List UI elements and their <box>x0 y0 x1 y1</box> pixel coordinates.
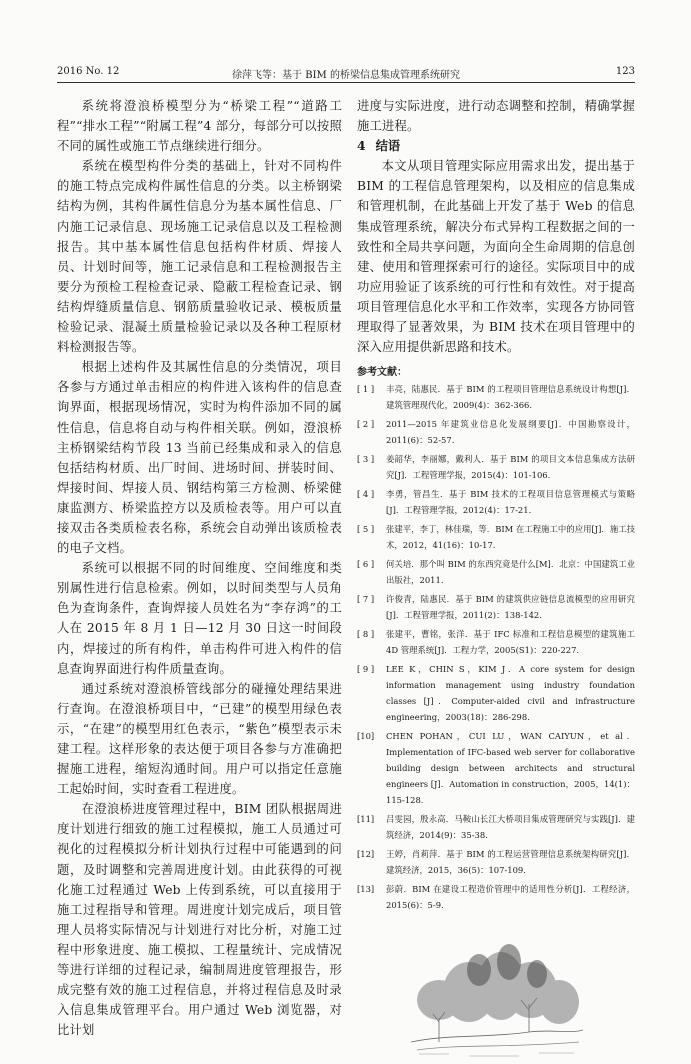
right-column <box>357 96 635 996</box>
reference-index: [ 4 ] <box>357 489 375 500</box>
reference-index: [13] <box>357 884 375 895</box>
reference-index: [11] <box>357 814 375 825</box>
reference-index: [10] <box>357 731 375 742</box>
issue-label: 2016 No. 12 <box>57 66 120 77</box>
reference-text: 彭蔚．BIM 在建设工程造价管理中的适用性分析[J]．工程经济，2015(6)：5-9. <box>386 884 635 911</box>
reference-index: [ 7 ] <box>357 594 375 605</box>
reference-index: [ 2 ] <box>357 419 375 430</box>
reference-item <box>357 556 635 588</box>
reference-text: 吕雯园，殷永高．马鞍山长江大桥项目集成管理研究与实践[J]．建筑经济，2014(9)：35-38. <box>386 814 635 841</box>
reference-item <box>357 661 635 725</box>
running-header <box>57 64 635 83</box>
paragraph: 系统将澄浪桥模型分为“桥梁工程”“道路工程”“排水工程”“附属工程”4 部分，每部分可以按照不同的属性或施工节点继续进行细分。 <box>57 99 342 154</box>
reference-index: [ 9 ] <box>357 664 375 675</box>
section-heading <box>357 136 635 156</box>
decorative-landscape-illustration <box>409 930 585 1060</box>
reference-index: [ 5 ] <box>357 524 375 535</box>
reference-item <box>357 416 635 448</box>
reference-index: [12] <box>357 849 375 860</box>
reference-text: LEE K，CHIN S，KIM J．A core system for design information management using industry foundation classes [J]．Computer-aided civil and infrastructure engineering，2003(18)：286-298. <box>386 664 635 723</box>
left-column <box>57 96 342 1038</box>
running-title: 徐萍飞等：基于 BIM 的桥梁信息集成管理系统研究 <box>232 70 460 81</box>
reference-item <box>357 486 635 518</box>
reference-text: 姜韶华，李丽娜，戴利人．基于 BIM 的项目文本信息集成方法研究[J]．工程管理学报，2015(4)：101-106. <box>386 454 635 481</box>
reference-text: CHEN POHAN，CUI LU，WAN CAIYUN，et al．Implementation of IFC-based web server for collaborative building design between architects and structural engineers [J]．Automation in construction，2005，14(1)：115-128. <box>386 731 635 806</box>
reference-index: [ 8 ] <box>357 629 375 640</box>
paragraph-continuation: 进度与实际进度，进行动态调整和控制，精确掌握施工进程。 <box>357 99 635 134</box>
reference-list <box>357 381 635 913</box>
reference-index: [ 3 ] <box>357 454 375 465</box>
reference-text: 丰亮，陆惠民．基于 BIM 的工程项目管理信息系统设计构想[J]．建筑管理现代化，2009(4)：362-366. <box>386 384 635 411</box>
reference-text: 何关培．那个叫 BIM 的东西究竟是什么[M]．北京：中国建筑工业出版社，2011. <box>386 559 635 586</box>
reference-item <box>357 728 635 808</box>
reference-item <box>357 626 635 658</box>
reference-item <box>357 451 635 483</box>
reference-text: 王婷，肖莉萍．基于 BIM 的工程运营管理信息系统架构研究[J]．建筑经济，2015，36(5)：107-109. <box>386 849 635 876</box>
reference-item <box>357 881 635 913</box>
reference-text: 张建平，李丁，林佳瑞，等．BIM 在工程施工中的应用[J]．施工技术，2012，41(16)：10-17. <box>386 524 635 551</box>
reference-item <box>357 521 635 553</box>
paragraph: 系统在模型构件分类的基础上，针对不同构件的施工特点完成构件属性信息的分类。以主桥钢梁结构为例，其构件属性信息分为基本属性信息、厂内施工记录信息、现场施工记录信息以及工程检测报告。其中基本属性信息包括构件材质、焊接人员、计划时间等，施工记录信息和工程检测报告主要分为预检工程检查记录、隐蔽工程检查记录、钢结构焊缝质量信息、钢筋质量验收记录、模板质量检验记录、混凝土质量检验记录以及各种工程原材料检测报告等。 <box>57 159 342 355</box>
paragraph: 通过系统对澄浪桥管线部分的碰撞处理结果进行查询。在澄浪桥项目中，“已建”的模型用绿色表示，“在建”的模型用红色表示，“紫色”模型表示未建工程。这样形象的表达便于项目各参与方准确把握施工进程，缩短沟通时间。用户可以指定任意施工起始时间，实时查看工程进度。 <box>57 681 342 797</box>
reference-text: 李勇，管昌生．基于 BIM 技术的工程项目信息管理模式与策略[J]．工程管理学报，2012(4)：17-21. <box>386 489 635 516</box>
reference-item <box>357 846 635 878</box>
paragraph: 根据上述构件及其属性信息的分类情况，项目各参与方通过单击相应的构件进入该构件的信息查询界面，根据现场情况，实时为构件添加不同的属性信息，信息将自动与构件相关联。例如，澄浪桥主桥钢梁结构节段 13 当前已经集成和录入的信息包括结构材质、出厂时间、进场时间、拼装时间、焊接时间、焊接人员、钢结构第三方检测、桥梁健康监测方、桥梁监控方以及质检表等。用户可以直接双击各类质检表名称，系统会自动弹出该质检表的电子文档。 <box>57 360 342 556</box>
conclusion-paragraph: 本文从项目管理实际应用需求出发，提出基于 BIM 的工程信息管理架构，以及相应的信息集成和管理机制，在此基础上开发了基于 Web 的信息集成管理系统，解决分布式异构工程数据之间的一致性和全局共享问题，为面向全生命周期的信息创建、使用和管理探索可行的途径。实际项目中的成功应用验证了该系统的可行性和有效性。对于提高项目管理信息化水平和工作效率，实现各方协同管理取得了显著效果，为 BIM 技术在项目管理中的深入应用提供新思路和技术。 <box>357 159 635 355</box>
reference-text: 许俊青，陆惠民．基于 BIM 的建筑供应链信息流模型的应用研究[J]．工程管理学报，2011(2)：138-142. <box>386 594 635 621</box>
page-number: 123 <box>615 66 635 77</box>
reference-item <box>357 381 635 413</box>
section-title: 结语 <box>375 138 401 154</box>
reference-text: 张建平，曹铭，张洋．基于 IFC 标准和工程信息模型的建筑施工 4D 管理系统[J]．工程力学，2005(S1)：220-227. <box>386 629 635 656</box>
paragraph: 系统可以根据不同的时间维度、空间维度和类别属性进行信息检索。例如，以时间类型与人员角色为查询条件，查询焊接人员姓名为“李存鸿”的工人在 2015 年 8 月 1 日—12 月 30 日这一时间段内，焊接过的所有构件，单击构件可进入构件的信息查询界面进行构件质量查询。 <box>57 561 342 676</box>
reference-index: [ 1 ] <box>357 384 375 395</box>
section-number: 4 <box>357 138 366 154</box>
reference-index: [ 6 ] <box>357 559 375 570</box>
reference-item <box>357 591 635 623</box>
reference-text: 2011—2015 年建筑业信息化发展纲要[J]．中国勘察设计，2011(6)：52-57. <box>386 419 635 446</box>
reference-item <box>357 811 635 843</box>
references-title: 参考文献： <box>357 367 407 379</box>
paragraph: 在澄浪桥进度管理过程中，BIM 团队根据周进度计划进行细致的施工过程模拟，施工人员通过可视化的过程模拟分析计划执行过程中可能遇到的问题，及时调整和完善周进度计划。由此获得的可视化施工过程通过 Web 上传到系统，可以直接用于施工过程指导和管理。周进度计划完成后，项目管理人员将实际情况与计划进行对比分析，对施工过程中形象进度、施工模拟、工程量统计、完成情况等进行详细的过程记录，编制周进度管理报告，形成完整有效的施工过程信息，并将过程信息及时录入信息集成管理平台。用户通过 Web 浏览器，对比计划 <box>57 802 342 1038</box>
